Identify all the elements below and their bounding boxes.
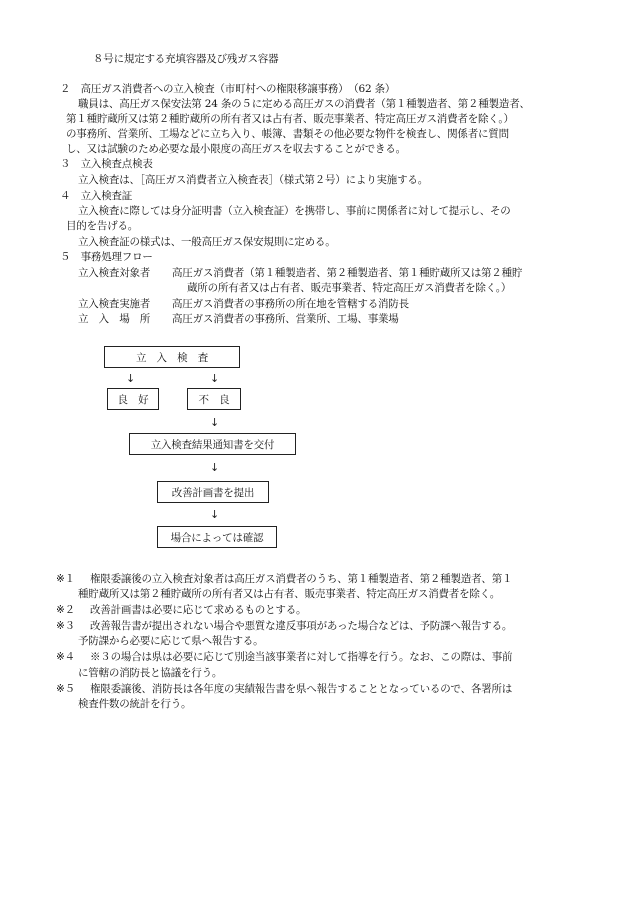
flow-arrow: ↓ — [210, 508, 220, 521]
section-2-line: の事務所、営業所、工場などに立ち入り、帳簿、書類その他必要な物件を検査し、関係者に質問 — [66, 128, 509, 140]
note-line: ※３の場合は県は必要に応じて別途当該事業者に対して指導を行う。なお、この際は、事前 — [90, 651, 513, 663]
note-mark: ※５ — [56, 683, 75, 695]
flow-box-inspection: 立 入 検 査 — [104, 346, 240, 368]
note-line: 検査件数の統計を行う。 — [78, 698, 192, 710]
section-3-line: 立入検査は、［高圧ガス消費者立入検査表］（様式第２号）により実施する。 — [78, 174, 428, 186]
section-2-line: し、又は試験のため必要な最小限度の高圧ガスを収去することができる。 — [66, 143, 406, 155]
flow-box-good: 良 好 — [107, 388, 159, 410]
section-4-line: 立入検査証の様式は、一般高圧ガス保安規則に定める。 — [78, 236, 336, 248]
intro-continuation: ８号に規定する充填容器及び残ガス容器 — [93, 53, 279, 65]
section-2-heading: ２ 高圧ガス消費者への立入検査（市町村への権限移譲事務） （62 条） — [60, 83, 396, 95]
note-line: に管轄の消防長と協議を行う。 — [78, 667, 223, 679]
flow-arrow: ↓ — [210, 416, 220, 429]
flow-box-confirm: 場合によっては確認 — [157, 526, 277, 548]
section-4-line: 立入検査に際しては身分証明書（立入検査証）を携帯し、事前に関係者に対して提示し、その — [78, 205, 511, 217]
flow-arrow: ↓ — [210, 461, 220, 474]
note-line: 権限委譲後、消防長は各年度の実績報告書を県へ報告することとなっているので、各署所は — [90, 683, 513, 695]
section-4-heading: ４ 立入検査証 — [60, 190, 133, 202]
note-line: 予防課から必要に応じて県へ報告する。 — [78, 635, 264, 647]
row-label-target: 立入検査対象者 — [78, 267, 151, 279]
row-value-target-cont: 蔵所の所有者又は占有者、販売事業者、特定高圧ガス消費者を除く。） — [187, 282, 512, 294]
flow-box-bad: 不 良 — [187, 388, 241, 410]
note-line: 種貯蔵所又は第２種貯蔵所の所有者又は占有者、販売事業者、特定高圧ガス消費者を除く。 — [78, 588, 501, 600]
note-line: 改善計画書は必要に応じて求めるものとする。 — [90, 604, 307, 616]
flow-arrow: ↓ — [210, 372, 220, 385]
section-2-line: 職員は、高圧ガス保安法第 24 条の５に定める高圧ガスの消費者（第１種製造者、第２種製造者、 — [78, 98, 530, 110]
section-4-line: 目的を告げる。 — [66, 220, 139, 232]
note-mark: ※３ — [56, 620, 75, 632]
section-2-line: 第１種貯蔵所又は第２種貯蔵所の所有者又は占有者、販売事業者、特定高圧ガス消費者を除く。） — [66, 113, 514, 125]
row-value-target: 高圧ガス消費者（第１種製造者、第２種製造者、第１種貯蔵所又は第２種貯 — [172, 267, 523, 279]
flow-arrow: ↓ — [126, 372, 136, 385]
row-value-performer: 高圧ガス消費者の事務所の所在地を管轄する消防長 — [172, 298, 409, 310]
note-mark: ※４ — [56, 651, 75, 663]
flow-box-notice: 立入検査結果通知書を交付 — [129, 433, 296, 455]
row-value-place: 高圧ガス消費者の事務所、営業所、工場、事業場 — [172, 313, 399, 325]
note-line: 権限委譲後の立入検査対象者は高圧ガス消費者のうち、第１種製造者、第２種製造者、第１ — [90, 573, 513, 585]
note-mark: ※１ — [56, 573, 75, 585]
row-label-place: 立 入 場 所 — [78, 313, 151, 325]
note-line: 改善報告書が提出されない場合や悪質な違反事項があった場合などは、予防課へ報告する。 — [90, 620, 513, 632]
section-3-heading: ３ 立入検査点検表 — [60, 158, 153, 170]
note-mark: ※２ — [56, 604, 75, 616]
row-label-performer: 立入検査実施者 — [78, 298, 151, 310]
section-5-heading: ５ 事務処理フロー — [60, 251, 153, 263]
flow-box-plan: 改善計画書を提出 — [157, 481, 269, 503]
